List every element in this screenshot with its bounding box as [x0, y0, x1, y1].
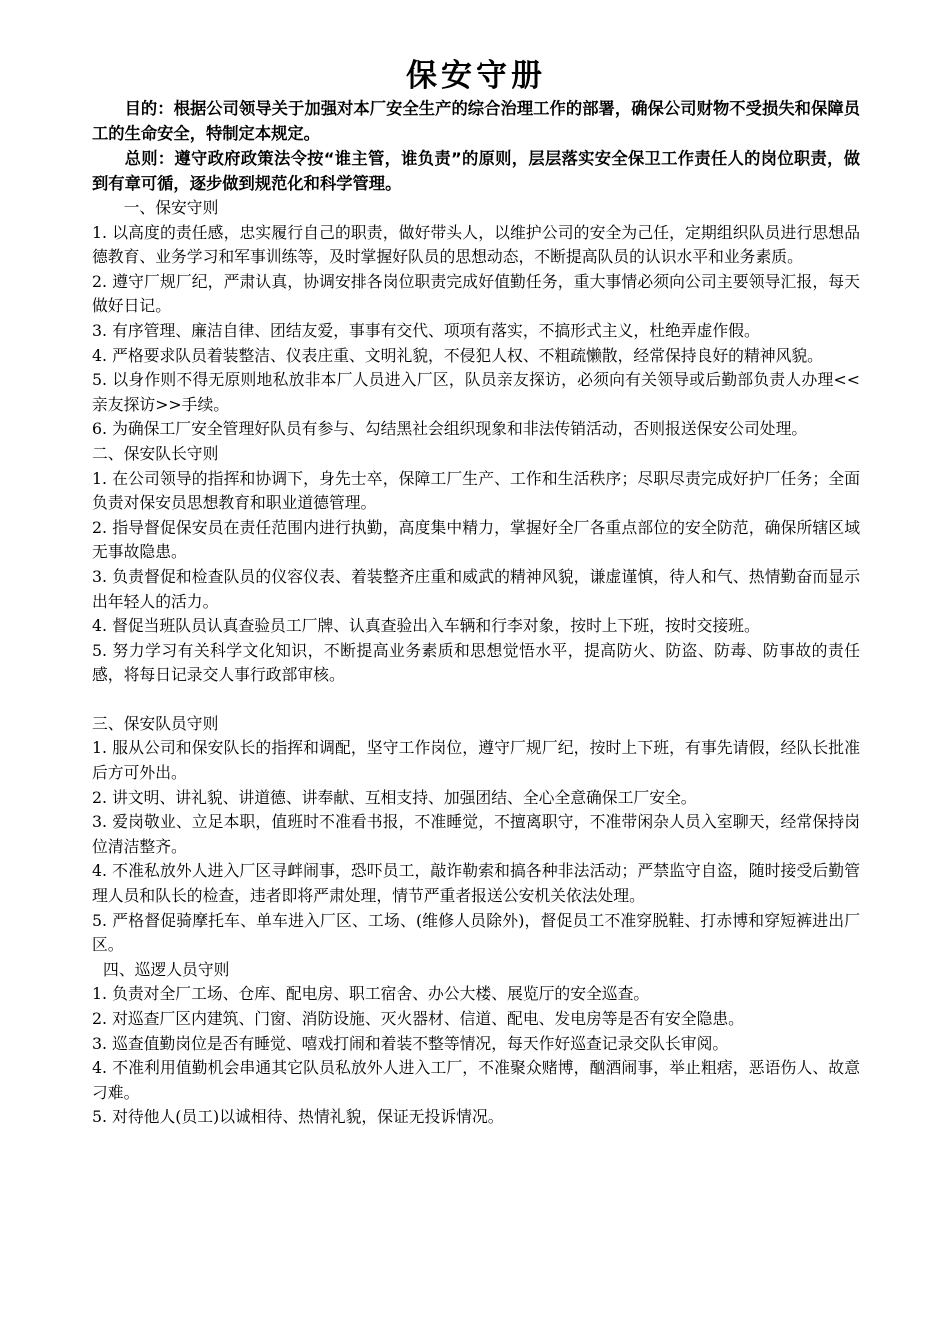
- rule-item: 5. 以身作则不得无原则地私放非本厂人员进入厂区，队员亲友探访，必须向有关领导或后勤部负责人办理<<亲友探访>>手续。: [92, 370, 860, 414]
- rule-item: 4. 严格要求队员着装整洁、仪表庄重、文明礼貌，不侵犯人权、不粗疏懒散，经常保持良好的精神风貌。: [92, 345, 823, 365]
- rule-item: 6. 为确保工厂安全管理好队员有参与、勾结黑社会组织现象和非法传销活动，否则报送保安公司处理。: [92, 419, 808, 439]
- rule-item: 5. 对待他人(员工)以诚相待、热情礼貌，保证无投诉情况。: [92, 1107, 504, 1127]
- section-heading: 四、巡逻人员守则: [103, 959, 230, 979]
- rule-item: 4. 督促当班队员认真查验员工厂牌、认真查验出入车辆和行李对象，按时上下班，按时交接班。: [92, 616, 760, 636]
- rule-item: 1. 服从公司和保安队长的指挥和调配，坚守工作岗位，遵守厂规厂纪，按时上下班，有事先请假，经队长批准后方可外出。: [92, 738, 860, 783]
- rule-item: 5. 严格督促骑摩托车、单车进入厂区、工场、(维修人员除外)，督促员工不准穿脱鞋、打赤博和穿短裤进出厂区。: [92, 910, 860, 955]
- rule-item: 2. 对巡查厂区内建筑、门窗、消防设施、灭火器材、信道、配电、发电房等是否有安全隐患。: [92, 1009, 744, 1028]
- section-heading: 二、保安队长守则: [92, 443, 219, 463]
- general-principle-paragraph: 总则：遵守政府政策法令按“谁主管，谁负责”的原则，层层落实安全保卫工作责任人的岗位职责，做到有章可循，逐步做到规范化和科学管理。: [92, 149, 860, 193]
- section-patrol-rules: [92, 958, 860, 1130]
- document-page: [92, 58, 860, 1130]
- rule-item: 3. 有序管理、廉洁自律、团结友爱，事事有交代、项项有落实，不搞形式主义，杜绝弄虚作假。: [92, 320, 760, 340]
- section-guard-rules: [92, 196, 860, 442]
- section-heading: 一、保安守则: [123, 198, 219, 217]
- rule-item: 2. 指导督促保安员在责任范围内进行执勤，高度集中精力，掌握好全厂各重点部位的安全防范，确保所辖区域无事故隐患。: [92, 517, 860, 562]
- rule-item: 1. 以高度的责任感，忠实履行自己的职责，做好带头人，以维护公司的安全为己任，定期组织队员进行思想品德教育、业务学习和军事训练等，及时掌握好队员的思想动态，不断提高队员的认识水平和业务素质。: [92, 222, 860, 267]
- rule-item: 3. 巡查值勤岗位是否有睡觉、嘻戏打闹和着装不整等情况，每天作好巡查记录交队长审阅。: [92, 1033, 729, 1053]
- section-heading: 三、保安队员守则: [92, 713, 219, 733]
- section-captain-rules: [92, 442, 860, 688]
- rule-item: 4. 不准利用值勤机会串通其它队员私放外人进入工厂，不准聚众赌博，酗酒闹事，举止粗痞，恶语伤人、故意刁难。: [92, 1058, 860, 1102]
- section-member-rules: [92, 712, 860, 958]
- blank-line: [92, 688, 860, 712]
- rule-item: 5. 努力学习有关科学文化知识，不断提高业务素质和思想觉悟水平，提高防火、防盗、防毒、防事故的责任感，将每日记录交人事行政部审核。: [92, 640, 860, 685]
- rule-item: 2. 讲文明、讲礼貌、讲道德、讲奉献、互相支持、加强团结、全心全意确保工厂安全。: [92, 787, 697, 807]
- rule-item: 1. 负责对全厂工场、仓库、配电房、职工宿舍、办公大楼、展览厅的安全巡查。: [92, 984, 650, 1004]
- rule-item: 4. 不准私放外人进入厂区寻衅闹事，恐吓员工，敲诈勒索和搞各种非法活动；严禁监守自盗，随时接受后勤管理人员和队长的检查，违者即将严肃处理，情节严重者报送公安机关依法处理。: [92, 861, 860, 906]
- rule-item: 1. 在公司领导的指挥和协调下，身先士卒，保障工厂生产、工作和生活秩序；尽职尽责完成好护厂任务；全面负责对保安员思想教育和职业道德管理。: [92, 468, 860, 513]
- rule-item: 3. 负责督促和检查队员的仪容仪表、着装整齐庄重和威武的精神风貌，谦虚谨慎，待人和气、热情勤奋而显示出年轻人的活力。: [92, 566, 860, 611]
- document-title: 保安守册: [406, 58, 546, 94]
- rule-item: 2. 遵守厂规厂纪，严肃认真，协调安排各岗位职责完成好值勤任务，重大事情必须向公司主要领导汇报，每天做好日记。: [92, 271, 860, 316]
- rule-item: 3. 爱岗敬业、立足本职，值班时不准看书报，不准睡觉，不擅离职守，不准带闲杂人员入室聊天，经常保持岗位清洁整齐。: [92, 812, 860, 856]
- purpose-paragraph: 目的：根据公司领导关于加强对本厂安全生产的综合治理工作的部署，确保公司财物不受损失和保障员工的生命安全，特制定本规定。: [92, 99, 860, 143]
